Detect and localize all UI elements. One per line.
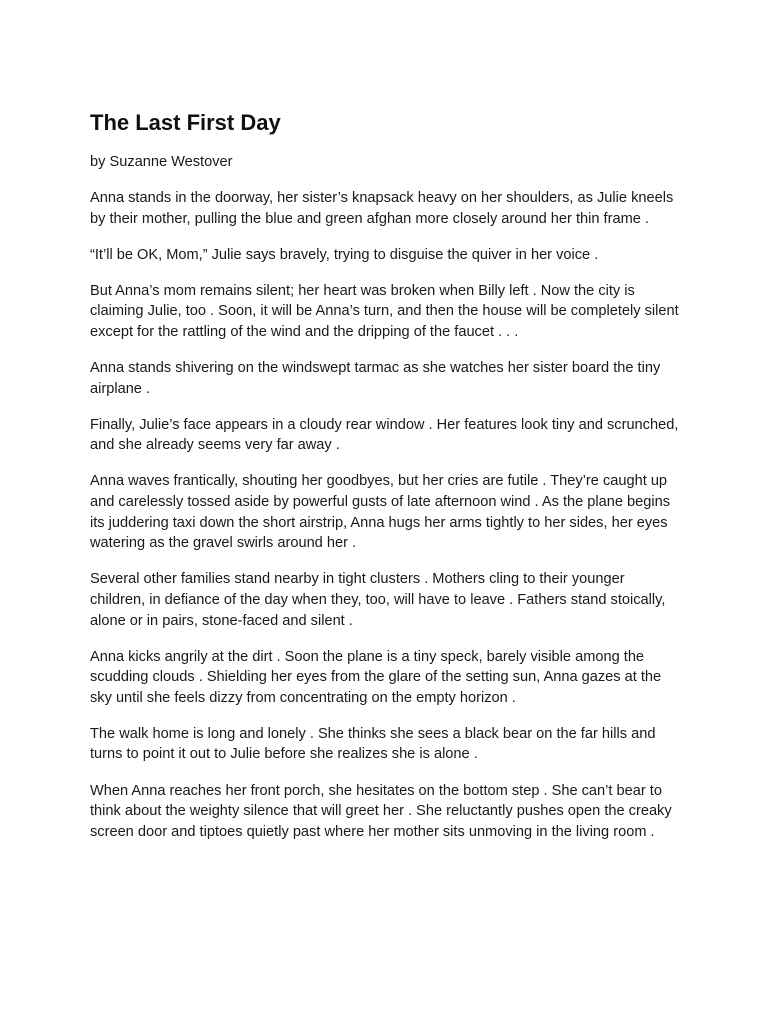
- paragraph-5: Finally, Julie’s face appears in a cloudy rear window . Her features look tiny and scrunched, and she already seems very far away .: [90, 416, 679, 454]
- byline: by Suzanne Westover: [90, 154, 233, 170]
- paragraph-9: The walk home is long and lonely . She thinks she sees a black bear on the far hills and turns to point it out to Julie before she realizes she is alone .: [90, 725, 656, 763]
- paragraph-4: Anna stands shivering on the windswept tarmac as she watches her sister board the tiny airplane .: [90, 360, 661, 397]
- paragraph-10: When Anna reaches her front porch, she hesitates on the bottom step . She can’t bear to think about the weighty silence that will greet her . She reluctantly pushes open the creaky screen door and tiptoes quietly past where her mother sits unmoving in the living room .: [90, 782, 672, 840]
- document-page: [90, 108, 682, 842]
- paragraph-3: But Anna’s mom remains silent; her heart was broken when Billy left . Now the city is claiming Julie, too . Soon, it will be Anna’s turn, and then the house will be completely silent except for the rattling of the wind and the dripping of the faucet . . .: [90, 282, 679, 340]
- document-title: The Last First Day: [90, 110, 281, 135]
- paragraph-1: Anna stands in the doorway, her sister’s knapsack heavy on her shoulders, as Julie kneels by their mother, pulling the blue and green afghan more closely around her thin frame .: [90, 190, 674, 227]
- paragraph-6: Anna waves frantically, shouting her goodbyes, but her cries are futile . They’re caught up and carelessly tossed aside by powerful gusts of late afternoon wind . As the plane begins its juddering taxi down the short airstrip, Anna hugs her arms tightly to her sides, her eyes watering as the gravel swirls around her .: [90, 473, 671, 552]
- paragraph-8: Anna kicks angrily at the dirt . Soon the plane is a tiny speck, barely visible among the scudding clouds . Shielding her eyes from the glare of the setting sun, Anna gazes at the sky until she feels dizzy from concentrating on the empty horizon .: [90, 648, 662, 706]
- paragraph-2: “It’ll be OK, Mom,” Julie says bravely, trying to disguise the quiver in her voice .: [90, 246, 599, 263]
- paragraph-7: Several other families stand nearby in tight clusters . Mothers cling to their younger children, in defiance of the day when they, too, will have to leave . Fathers stand stoically, alone or in pairs, stone-faced and silent .: [90, 571, 666, 629]
